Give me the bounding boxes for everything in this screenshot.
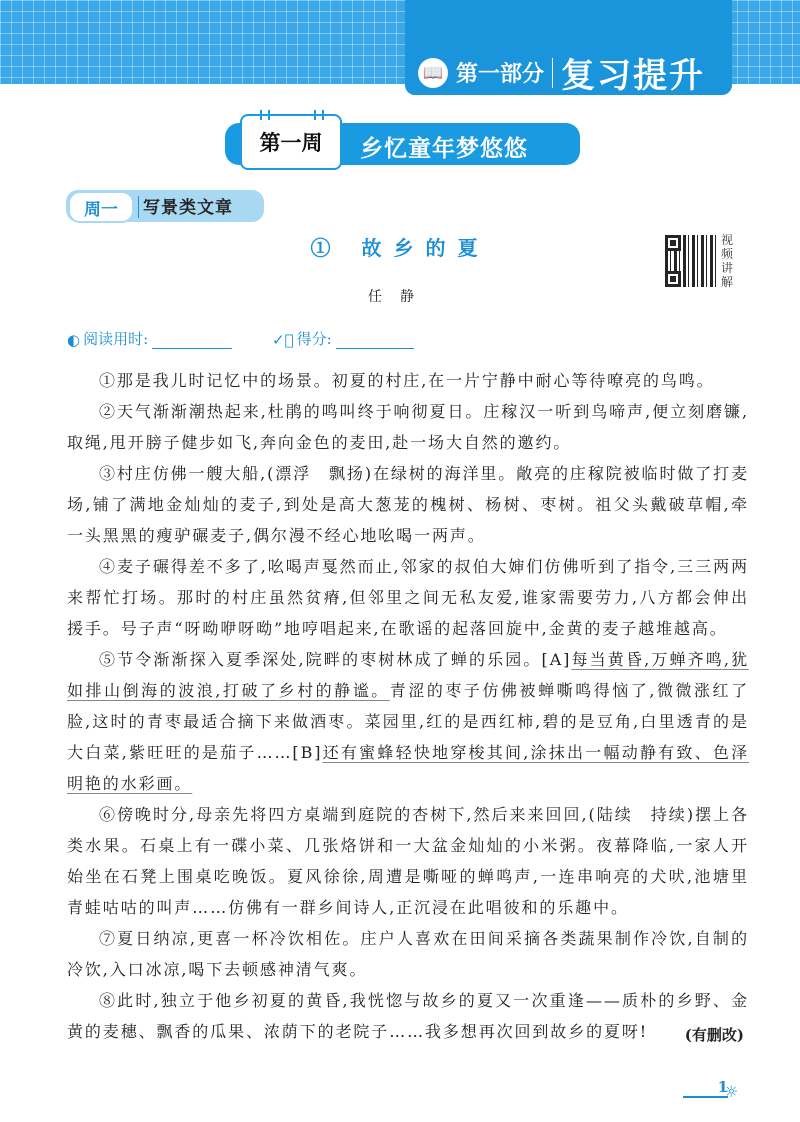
underlined-sentence-b: 还有蜜蜂轻快地穿梭其间,涂抹出一幅动静有致、色泽明艳的水彩画。 bbox=[67, 743, 749, 793]
paragraph: ④麦子碾得差不多了,吆喝声戛然而止,邻家的叔伯大婶们仿佛听到了指令,三三两两来帮忙打场。那时的村庄虽然贫瘠,但邻里之间无私友爱,谁家需要劳力,八方都会伸出援手。号子声“呀呦咿呀呦”地哼唱起来,在歌谣的起落回旋中,金黄的麦子越堆越高。 bbox=[67, 557, 749, 638]
underlined-sentence-a: 每当黄昏,万蝉齐鸣,犹如排山倒海的波浪,打破了乡村的静谧。 bbox=[67, 650, 749, 700]
qr-label: 视频讲解 bbox=[721, 233, 734, 289]
paragraph: ②天气渐渐潮热起来,杜鹃的鸣叫终于响彻夏日。庄稼汉一听到鸟啼声,便立刻磨镰,取绳,甩开膀子健步如飞,奔向金色的麦田,赴一场大自然的邀约。 bbox=[67, 402, 749, 452]
check-circle-icon: ✓⃝ bbox=[272, 331, 294, 349]
text: 青涩的枣子仿佛被蝉嘶鸣得恼了,微微涨红了脸,这时的青枣最适合摘下来做酒枣。菜园里,红的是西红柿,碧的是豆角,白里透青的是大白菜,紫旺旺的是茄子…… bbox=[67, 681, 749, 762]
score bbox=[272, 328, 414, 349]
paragraph: ⑦夏日纳凉,更喜一杯冷饮相佐。庄户人喜欢在田间采摘各类蔬果制作冷饮,自制的冷饮,入口冰凉,喝下去顿感神清气爽。 bbox=[67, 929, 749, 979]
sun-icon: ☼ bbox=[724, 1082, 739, 1101]
book-icon: 📖 bbox=[418, 58, 448, 88]
paragraph: ⑧此时,独立于他乡初夏的黄昏,我恍惚与故乡的夏又一次重逢——质朴的乡野、金黄的麦穗、飘香的瓜果、浓荫下的老院子……我多想再次回到故乡的夏呀! bbox=[67, 991, 749, 1041]
article-title: ① 故乡的夏 bbox=[310, 236, 490, 260]
day-category: 写景类文章 bbox=[143, 198, 233, 218]
divider bbox=[552, 58, 553, 88]
reading-time bbox=[67, 328, 232, 349]
mark-b: [B] bbox=[292, 743, 323, 762]
part-label: 第一部分 bbox=[456, 62, 545, 87]
paragraph: ①那是我儿时记忆中的场景。初夏的村庄,在一片宁静中耐心等待嘹亮的鸟鸣。 bbox=[99, 371, 715, 390]
edit-note: (有删改) bbox=[684, 1026, 744, 1044]
reading-time-label: 阅读用时: bbox=[83, 330, 149, 348]
score-field[interactable] bbox=[336, 334, 414, 349]
section-heading bbox=[418, 48, 705, 97]
divider bbox=[138, 196, 139, 218]
article-body bbox=[67, 365, 749, 1047]
score-label: 得分: bbox=[296, 330, 332, 348]
page-number: 1 bbox=[683, 1078, 728, 1098]
stopwatch-icon: ◐ bbox=[67, 331, 81, 349]
qr-code-icon[interactable] bbox=[665, 235, 717, 287]
day-label: 周一 bbox=[68, 191, 134, 223]
ring-icon bbox=[314, 110, 324, 120]
section-title: 复习提升 bbox=[561, 56, 706, 96]
reading-time-field[interactable] bbox=[152, 334, 232, 349]
mark-a: [A] bbox=[541, 650, 572, 669]
week-title: 乡忆童年梦悠悠 bbox=[360, 136, 528, 162]
week-label-box bbox=[240, 114, 342, 170]
text: ⑤节令渐渐探入夏季深处,院畔的枣树林成了蝉的乐园。 bbox=[99, 650, 542, 669]
paragraph bbox=[67, 644, 749, 799]
article-author: 任静 bbox=[368, 289, 432, 305]
ring-icon bbox=[260, 110, 270, 120]
week-label: 第一周 bbox=[259, 131, 323, 155]
paragraph: ⑥傍晚时分,母亲先将四方桌端到庭院的杏树下,然后来来回回,(陆续 持续)摆上各类水果。石桌上有一碟小菜、几张烙饼和一大盆金灿灿的小米粥。夜幕降临,一家人开始坐在石凳上围桌吃晚饭。夏风徐徐,周遭是嘶哑的蝉鸣声,一连串响亮的犬吠,池塘里青蛙咕咕的叫声……仿佛有一群乡间诗人,正沉浸在此唱彼和的乐趣中。 bbox=[67, 805, 749, 917]
paragraph: ③村庄仿佛一艘大船,(漂浮 飘扬)在绿树的海洋里。敞亮的庄稼院被临时做了打麦场,铺了满地金灿灿的麦子,到处是高大葱茏的槐树、杨树、枣树。祖父头戴破草帽,牵一头黑黑的瘦驴碾麦子,偶尔漫不经心地吆喝一两声。 bbox=[67, 464, 749, 545]
